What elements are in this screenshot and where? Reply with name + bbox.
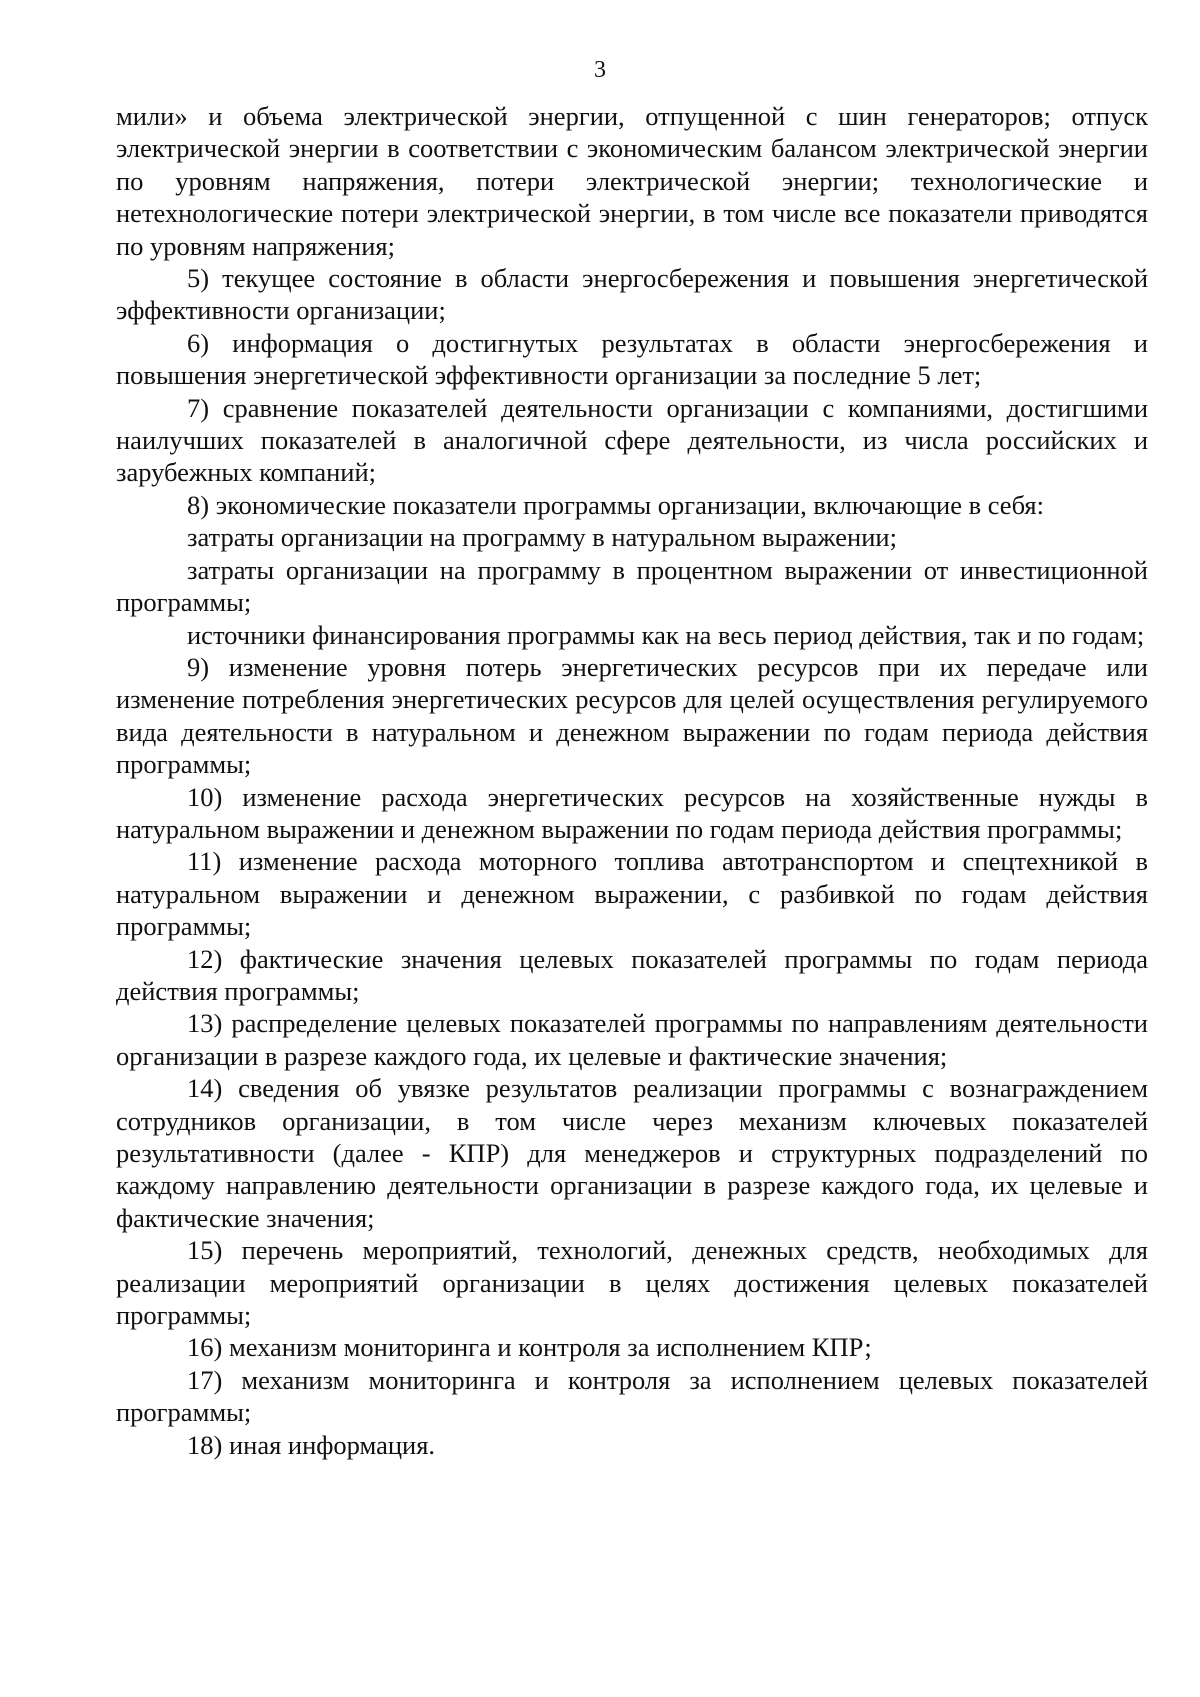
- list-item-7: 7) сравнение показателей деятельности организации с компаниями, достигшими наилучших показателей в аналогичной сфере деятельности, из числа российских и зарубежных компаний;: [116, 392, 1148, 488]
- list-item-5: 5) текущее состояние в области энергосбережения и повышения энергетической эффективности организации;: [116, 263, 1148, 326]
- list-item-14: 14) сведения об увязке результатов реализации программы с вознаграждением сотрудников организации, в том числе через механизм ключевых показателей результативности (далее - КПР) для менеджеров и структурных подразделений по каждому направлению деятельности организации в разрезе каждого года, их целевые и фактические значения;: [116, 1073, 1148, 1233]
- list-item-8-subitem-1: затраты организации на программу в натуральном выражении;: [187, 522, 897, 553]
- list-item-11: 11) изменение расхода моторного топлива автотранспортом и спецтехникой в натуральном выражении и денежном выражении, с разбивкой по годам действия программы;: [116, 846, 1148, 942]
- list-item-15: 15) перечень мероприятий, технологий, денежных средств, необходимых для реализации мероприятий организации в целях достижения целевых показателей программы;: [116, 1235, 1148, 1331]
- page-number: 3: [594, 57, 606, 83]
- list-item-10: 10) изменение расхода энергетических ресурсов на хозяйственные нужды в натуральном выражении и денежном выражении по годам периода действия программы;: [116, 781, 1148, 844]
- list-item-17: 17) механизм мониторинга и контроля за исполнением целевых показателей программы;: [116, 1364, 1148, 1428]
- list-item-6: 6) информация о достигнутых результатах в области энергосбережения и повышения энергетической эффективности организации за последние 5 лет;: [116, 327, 1148, 391]
- list-item-8-subitem-2: затраты организации на программу в процентном выражении от инвестиционной программы;: [116, 554, 1148, 618]
- list-item-13: 13) распределение целевых показателей программы по направлениям деятельности организации в разрезе каждого года, их целевые и фактические значения;: [116, 1008, 1148, 1071]
- list-item-8-subitem-3: источники финансирования программы как на весь период действия, так и по годам;: [187, 619, 1145, 650]
- list-item-16: 16) механизм мониторинга и контроля за исполнением КПР;: [187, 1332, 872, 1363]
- document-body: [116, 100, 1148, 1461]
- paragraph-continuation: мили» и объема электрической энергии, отпущенной с шин генераторов; отпуск электрической энергии в соответствии с экономическим балансом электрической энергии по уровням напряжения, потери электрической энергии; технологические и нетехнологические потери электрической энергии, в том числе все показатели приводятся по уровням напряжения;: [116, 101, 1148, 261]
- list-item-18: 18) иная информация.: [187, 1429, 436, 1460]
- list-item-9: 9) изменение уровня потерь энергетических ресурсов при их передаче или изменение потребления энергетических ресурсов для целей осуществления регулируемого вида деятельности в натуральном и денежном выражении по годам периода действия программы;: [116, 651, 1148, 780]
- list-item-12: 12) фактические значения целевых показателей программы по годам периода действия программы;: [116, 943, 1148, 1006]
- list-item-8: 8) экономические показатели программы организации, включающие в себя:: [187, 489, 1044, 520]
